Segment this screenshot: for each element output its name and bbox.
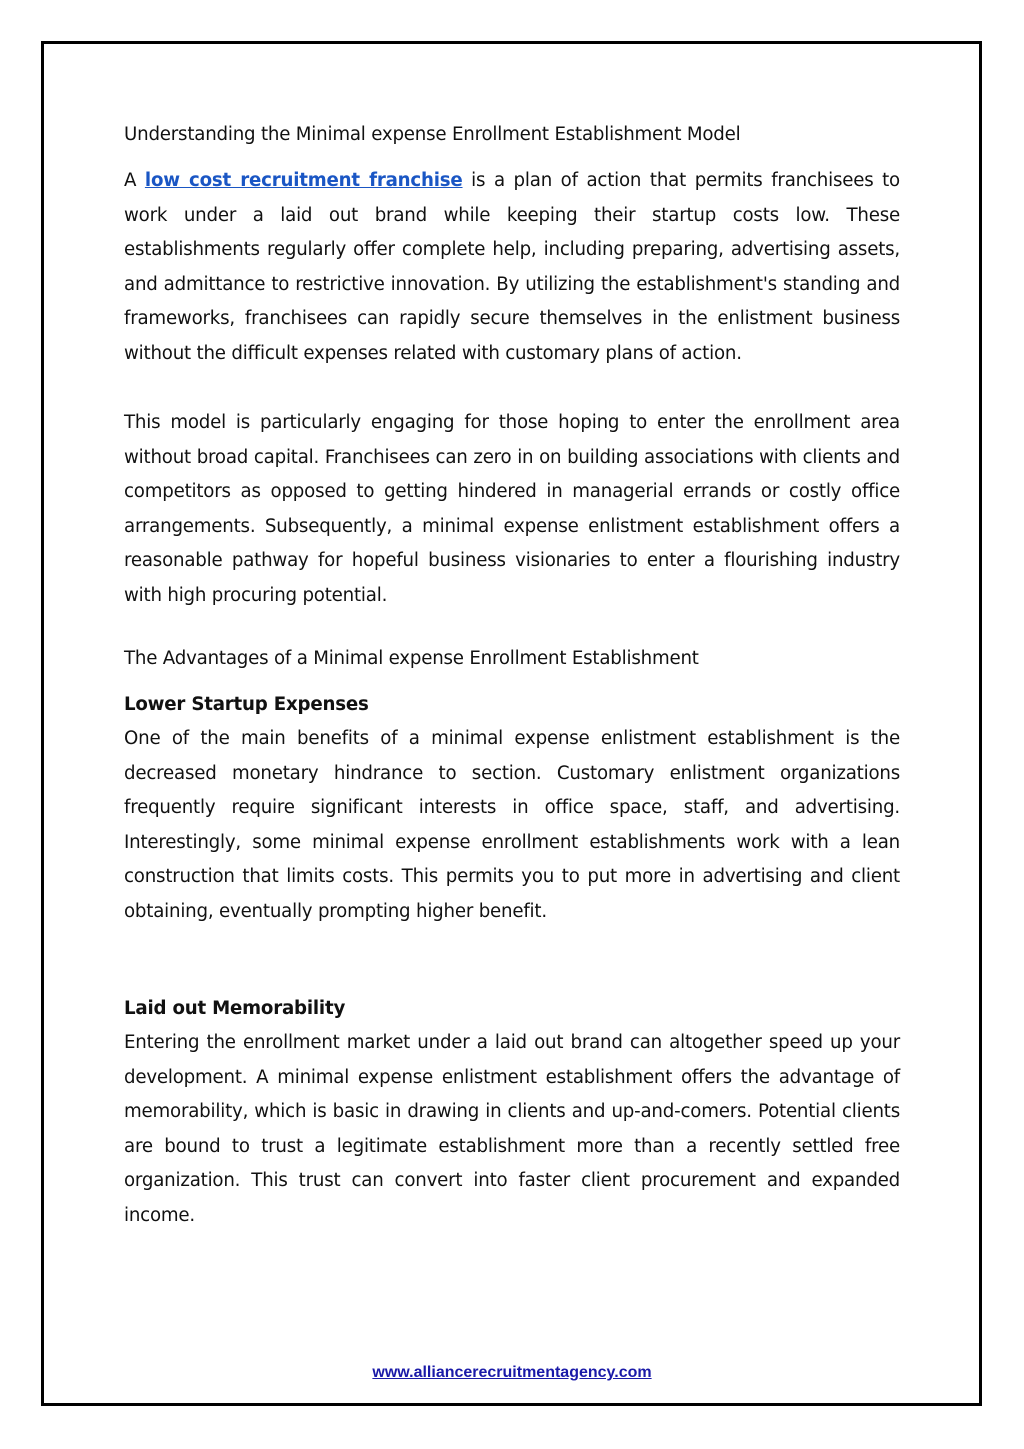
laid-out-memorability-paragraph: Entering the enrollment market under a laid out brand can altogether speed up your development. A minimal expense enlistment establishment offers the advantage of memorability, which is basic in drawing in clients and up-and-comers. Potential clients are bound to trust a legitimate establishment more than a recently settled free organization. This trust can convert into faster client procurement and expanded income.: [124, 1032, 900, 1226]
model-paragraph: This model is particularly engaging for those hoping to enter the enrollment area without broad capital. Franchisees can zero in on building associations with clients and competitors as opposed to getting hindered in managerial errands or costly office arrangements. Subsequently, a minimal expense enlistment establishment offers a reasonable pathway for hopeful business visionaries to enter a flourishing industry with high procuring potential.: [124, 412, 900, 606]
footer-website-link[interactable]: www.alliancerecruitmentagency.com: [372, 1364, 652, 1381]
section-heading-advantages: The Advantages of a Minimal expense Enrollment Establishment: [124, 648, 699, 669]
intro-prefix: A: [124, 170, 145, 191]
subheading-lower-startup-expenses: Lower Startup Expenses: [124, 694, 369, 715]
section-heading-model: Understanding the Minimal expense Enrollment Establishment Model: [124, 124, 741, 145]
lower-startup-expenses-paragraph: One of the main benefits of a minimal expense enlistment establishment is the decreased monetary hindrance to section. Customary enlistment organizations frequently require significant interests in office space, staff, and advertising. Interestingly, some minimal expense enrollment establishments work with a lean construction that limits costs. This permits you to put more in advertising and client obtaining, eventually prompting higher benefit.: [124, 728, 900, 922]
low-cost-franchise-link[interactable]: low cost recruitment franchise: [144, 170, 463, 191]
intro-text: is a plan of action that permits franchisees to work under a laid out brand while keeping their startup costs low. These establishments regularly offer complete help, including preparing, advertising assets, and admittance to restrictive innovation. By utilizing the establishment's standing and frameworks, franchisees can rapidly secure themselves in the enlistment business without the difficult expenses related with customary plans of action.: [124, 170, 900, 364]
intro-paragraph: [124, 164, 900, 371]
subheading-laid-out-memorability: Laid out Memorability: [124, 998, 346, 1019]
document-body: [124, 118, 900, 1233]
